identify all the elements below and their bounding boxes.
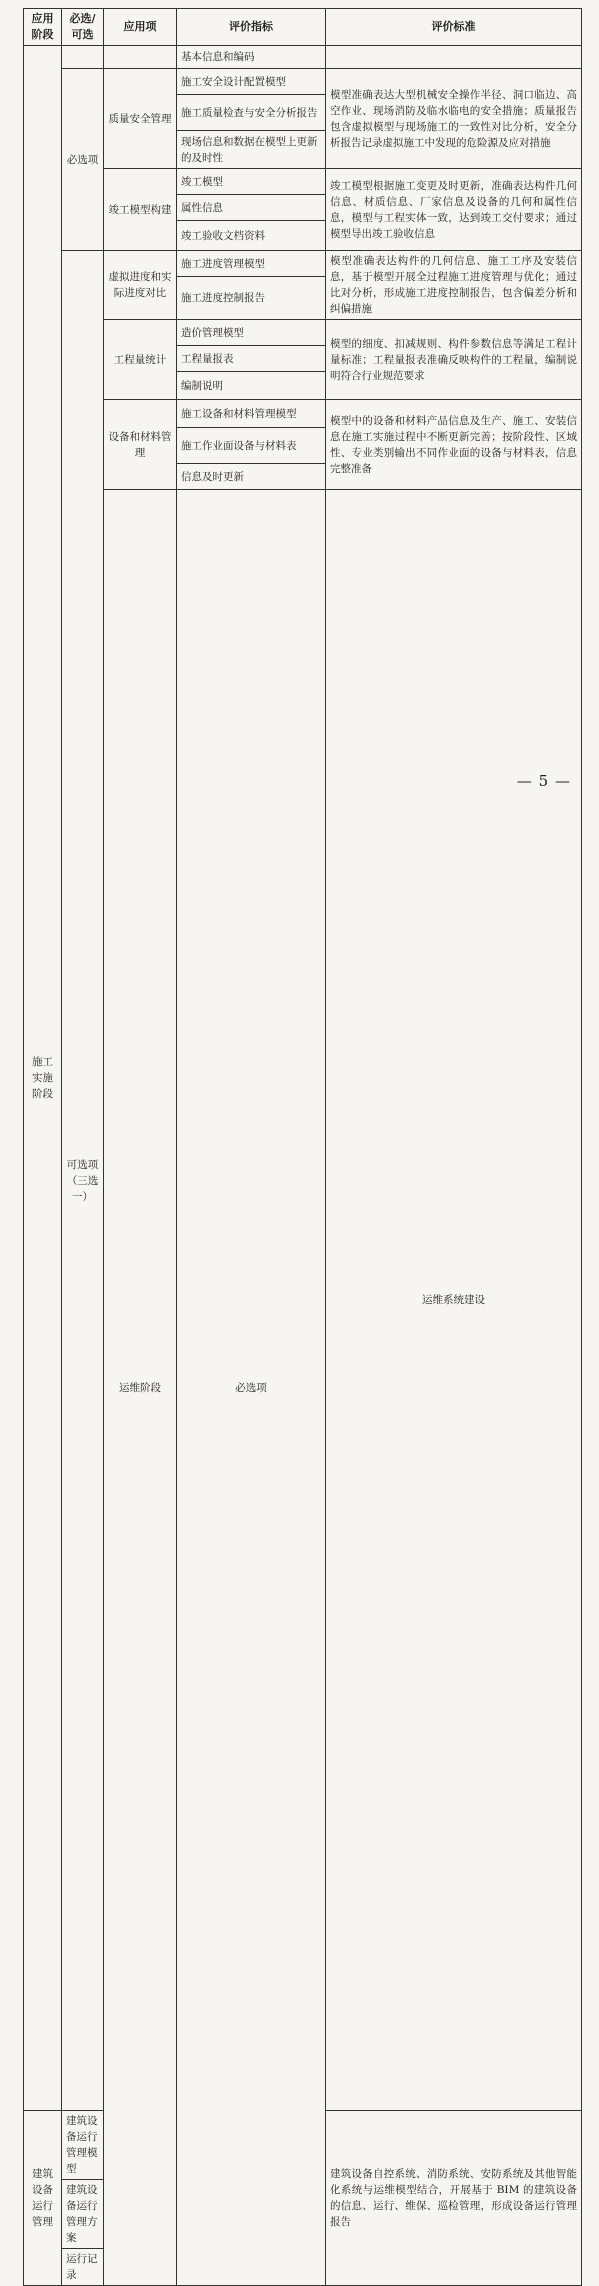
stage-construction: 施工实施阶段 [24,46,62,2111]
item-operation-system: 运维系统建设 [326,490,582,2111]
table-row [24,320,582,346]
indicator: 施工进度控制报告 [177,277,326,320]
indicator: 编制说明 [177,372,326,400]
standard-building-equipment: 建筑设备自控系统、消防系统、安防系统及其他智能化系统与运维模型结合，开展基于 BIM 的建筑设备的信息、运行、维保、巡检管理，形成设备运行管理报告 [326,2111,582,2286]
header-indicator: 评价指标 [177,9,326,46]
standard-completion-model: 竣工模型根据施工变更及时更新，准确表达构件几何信息、材质信息、厂家信息及设备的几何和属性信息，模型与工程实体一致，达到竣工交付要求；通过模型导出竣工验收信息 [326,169,582,251]
standard-quantity: 模型的细度、扣减规则、构件参数信息等满足工程计量标准；工程量报表准确反映构件的工程量，编制说明符合行业规范要求 [326,320,582,400]
indicator: 施工设备和材料管理模型 [177,400,326,428]
table-row [24,69,582,95]
item-building-equipment: 建筑设备运行管理 [24,2111,62,2286]
header-item: 应用项 [104,9,177,46]
standard-equipment-material: 模型中的设备和材料产品信息及生产、施工、安装信息在施工实施过程中不断更新完善；按阶段性、区域性、专业类别输出不同作业面的设备与材料表，信息完整准备 [326,400,582,490]
construction-optional: 可选项（三选一） [62,251,104,2111]
stage-operation: 运维阶段 [104,490,177,2286]
table-row [24,46,582,69]
operation-mandatory: 必选项 [177,490,326,2286]
page-number: — 5 — [516,772,571,790]
indicator: 信息及时更新 [177,464,326,490]
item-quantity: 工程量统计 [104,320,177,400]
indicator: 建筑设备运行管理方案 [62,2180,104,2249]
table-header-row [24,9,582,46]
table-row [24,169,582,195]
evaluation-table [23,8,582,2286]
indicator: 竣工验收文档资料 [177,221,326,251]
indicator: 施工进度管理模型 [177,251,326,277]
item-quality-safety: 质量安全管理 [104,69,177,169]
indicator: 施工安全设计配置模型 [177,69,326,95]
indicator: 工程量报表 [177,346,326,372]
indicator: 施工质量检查与安全分析报告 [177,95,326,131]
standard-progress-compare: 模型准确表达构件的几何信息、施工工序及安装信息，基于模型开展全过程施工进度管理与优化；通过比对分析，形成施工进度控制报告，包含偏差分析和纠偏措施 [326,251,582,320]
indicator-basic-info: 基本信息和编码 [177,46,326,69]
indicator: 属性信息 [177,195,326,221]
header-standard: 评价标准 [326,9,582,46]
item-progress-compare: 虚拟进度和实际进度对比 [104,251,177,320]
indicator: 竣工模型 [177,169,326,195]
item-equipment-material: 设备和材料管理 [104,400,177,490]
indicator: 现场信息和数据在模型上更新的及时性 [177,131,326,169]
table-row [24,490,582,1288]
header-stage: 应用阶段 [24,9,62,46]
table-row [24,251,582,277]
indicator: 施工作业面设备与材料表 [177,428,326,464]
indicator: 建筑设备运行管理模型 [62,2111,104,2180]
item-completion-model: 竣工模型构建 [104,169,177,251]
table-row [24,400,582,428]
indicator: 运行记录 [62,2249,104,2286]
indicator: 造价管理模型 [177,320,326,346]
construction-mandatory: 必选项 [62,69,104,251]
standard-quality-safety: 模型准确表达大型机械安全操作半径、洞口临边、高空作业、现场消防及临水临电的安全措施；质量报告包含虚拟模型与现场施工的一致性对比分析，安全分析报告记录虚拟施工中发现的危险源及应对措施 [326,69,582,169]
header-required: 必选/可选 [62,9,104,46]
